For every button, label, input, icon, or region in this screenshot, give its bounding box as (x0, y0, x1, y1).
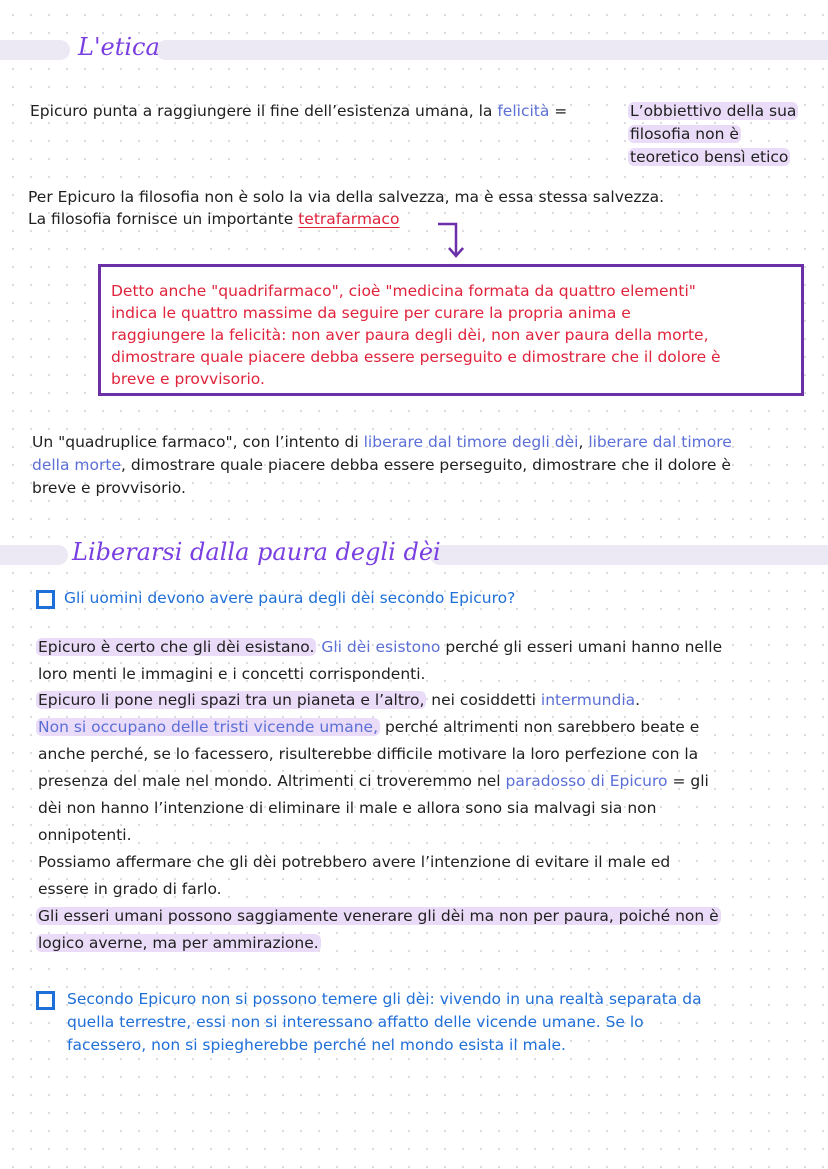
felicita-term: felicità (497, 102, 550, 120)
section-title-etica: L'etica (78, 33, 160, 61)
question-checkbox[interactable] (36, 590, 55, 609)
paragraph-salvezza-1: Per Epicuro la filosofia non è solo la via della salvezza, ma è essa stessa salvezza. (28, 188, 665, 206)
body-line-7: dèi non hanno l’intenzione di eliminare il male e allora sono sia malvagi sia non (38, 799, 657, 817)
callout-line-2: indica le quattro massime da seguire per curare la propria anima e (111, 304, 631, 322)
title-bar-lead-2 (0, 545, 68, 565)
paragraph-salvezza-2: La filosofia fornisce un importante tetrafarmaco (28, 210, 400, 228)
paragraph-quadruplice-1: Un "quadruplice farmaco", con l’intento di liberare dal timore degli dèi, liberare dal timore (32, 433, 732, 451)
answer-line-2: quella terrestre, essi non si interessano affatto delle vicende umane. Se lo (67, 1013, 644, 1031)
question-text: Gli uomini devono avere paura degli dèi secondo Epicuro? (64, 589, 516, 607)
tetrafarmaco-callout (98, 264, 804, 396)
answer-line-3: facessero, non si spiegherebbe perché nel mondo esista il male. (67, 1036, 566, 1054)
body-line-6: presenza del male nel mondo. Altrimenti ci troveremmo nel paradosso di Epicuro = gli (38, 772, 709, 790)
callout-line-3: raggiungere la felicità: non aver paura degli dèi, non aver paura della morte, (111, 326, 709, 344)
title-bar (156, 40, 828, 60)
body-line-10: essere in grado di farlo. (38, 880, 222, 898)
paragraph-quadruplice-3: breve e provvisorio. (32, 479, 186, 497)
body-line-4: Non si occupano delle tristi vicende umane, perché altrimenti non sarebbero beate e (38, 718, 700, 736)
side-note-line-3: teoretico bensì etico (630, 148, 789, 166)
section-title-paura-dei: Liberarsi dalla paura degli dèi (72, 538, 441, 566)
arrow-down-icon (436, 218, 466, 260)
answer-checkbox[interactable] (36, 991, 55, 1010)
body-line-12: logico averne, ma per ammirazione. (38, 934, 319, 952)
body-line-2: loro menti le immagini e i concetti corrispondenti. (38, 665, 426, 683)
title-bar-lead (0, 40, 70, 60)
body-line-1: Epicuro è certo che gli dèi esistano. Gli dèi esistono perché gli esseri umani hanno nelle (38, 638, 723, 656)
body-line-9: Possiamo affermare che gli dèi potrebbero avere l’intenzione di evitare il male ed (38, 853, 671, 871)
side-note-line-2: filosofia non è (630, 125, 739, 143)
callout-line-1: Detto anche "quadrifarmaco", cioè "medicina formata da quattro elementi" (111, 282, 696, 300)
callout-line-5: breve e provvisorio. (111, 370, 265, 388)
body-line-8: onnipotenti. (38, 826, 132, 844)
title-bar-2 (430, 545, 828, 565)
tetrafarmaco-term: tetrafarmaco (298, 210, 400, 228)
side-note-line-1: L’obbiettivo della sua (630, 102, 797, 120)
body-line-3: Epicuro li pone negli spazi tra un pianeta e l’altro, nei cosiddetti intermundia. (38, 691, 641, 709)
paragraph-intro: Epicuro punta a raggiungere il fine dell’esistenza umana, la felicità = (30, 102, 568, 120)
callout-line-4: dimostrare quale piacere debba essere perseguito e dimostrare che il dolore è (111, 348, 721, 366)
answer-line-1: Secondo Epicuro non si possono temere gli dèi: vivendo in una realtà separata da (67, 990, 702, 1008)
paragraph-quadruplice-2: della morte, dimostrare quale piacere debba essere perseguito, dimostrare che il dolore è (32, 456, 731, 474)
body-line-11: Gli esseri umani possono saggiamente venerare gli dèi ma non per paura, poiché non è (38, 907, 719, 925)
body-line-5: anche perché, se lo facessero, risulterebbe difficile motivare la loro perfezione con la (38, 745, 699, 763)
